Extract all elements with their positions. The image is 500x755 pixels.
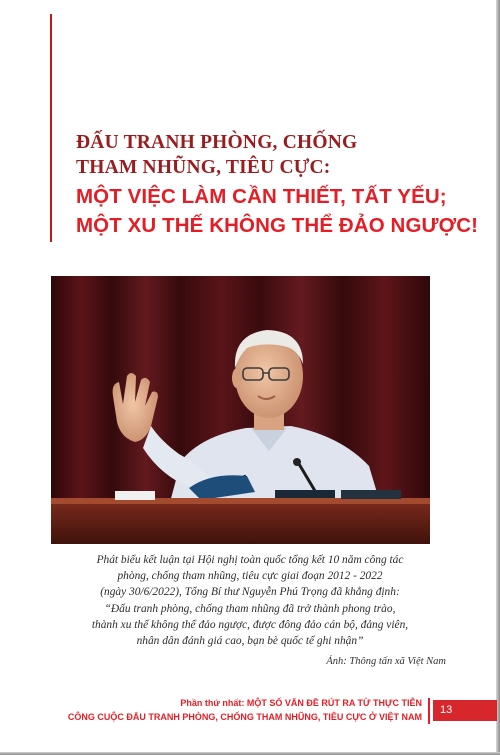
footer-line-1 — [68, 697, 422, 711]
red-vertical-rule — [50, 14, 52, 242]
footer-separator — [428, 698, 430, 724]
caption-line: nhân dân đánh giá cao, bạn bè quốc tế ghi nhận” — [136, 635, 364, 648]
title-line-1: ĐẤU TRANH PHÒNG, CHỐNG — [76, 132, 358, 153]
chapter-title — [76, 130, 479, 240]
footer-part-label: Phần thứ nhất: — [180, 698, 245, 708]
speaker-photo-illustration — [51, 276, 430, 544]
footer-line-2: CÔNG CUỘC ĐẤU TRANH PHÒNG, CHỐNG THAM NHŨNG, TIÊU CỰC Ở VIỆT NAM — [67, 711, 422, 722]
photo-caption — [60, 552, 440, 649]
title-line-2: THAM NHŨNG, TIÊU CỰC: — [76, 157, 331, 178]
running-footer — [68, 697, 422, 724]
page-number: 13 — [433, 700, 497, 721]
caption-line: phòng, chống tham nhũng, tiêu cực giai đoạn 2012 - 2022 — [117, 570, 383, 583]
title-line-3: MỘT VIỆC LÀM CẦN THIẾT, TẤT YẾU; — [76, 185, 447, 208]
caption-line: thành xu thế không thể đảo ngược, được đông đảo cán bộ, đảng viên, — [91, 618, 409, 631]
page-edge-shadow — [496, 0, 500, 755]
caption-line: (ngày 30/6/2022), Tổng Bí thư Nguyễn Phú Trọng đã khẳng định: — [100, 586, 400, 599]
footer-line-1-text: MỘT SỐ VẤN ĐỀ RÚT RA TỪ THỰC TIỄN — [246, 698, 422, 708]
caption-line: “Đấu tranh phòng, chống tham nhũng đã trở thành phong trào, — [104, 602, 396, 615]
photo-credit: Ảnh: Thông tấn xã Việt Nam — [326, 656, 446, 667]
caption-line: Phát biểu kết luận tại Hội nghị toàn quốc tổng kết 10 năm công tác — [96, 554, 404, 566]
speaker-photo — [51, 276, 430, 544]
title-line-4: MỘT XU THẾ KHÔNG THỂ ĐẢO NGƯỢC! — [76, 214, 479, 237]
